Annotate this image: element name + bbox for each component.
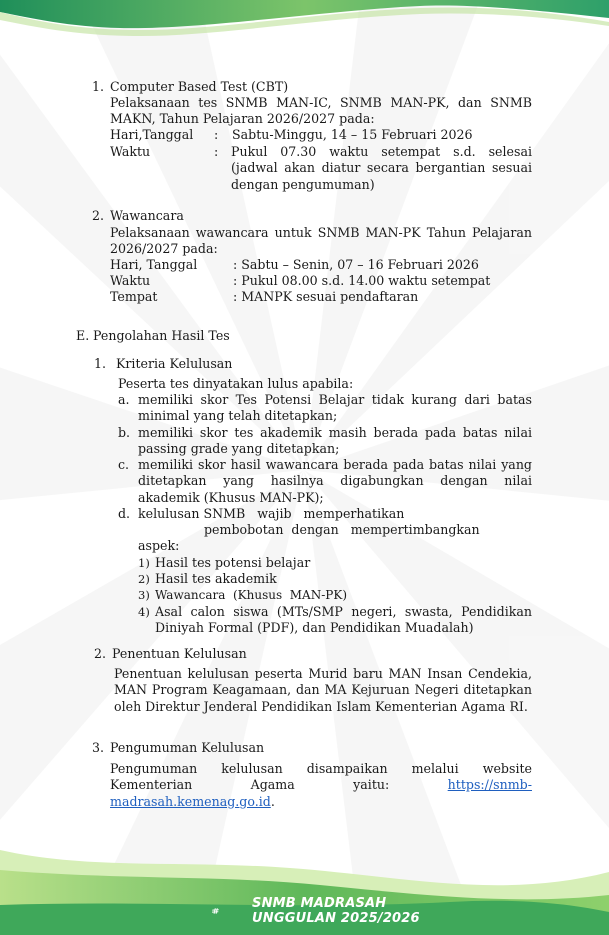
pengumuman-number: 3.	[92, 740, 105, 755]
top-wave-decoration	[0, 0, 609, 36]
cbt-number: 1.	[92, 79, 105, 94]
kriteria-d-line2: pembobotan dengan mempertimbangkan	[204, 522, 480, 537]
interview-intro: Pelaksanaan wawancara untuk SNMB MAN-PK Tahun Pelajaran 2026/2027 pada:	[110, 225, 532, 257]
kriteria-a-marker: a.	[118, 392, 130, 407]
cbt-day-colon: :	[214, 127, 219, 142]
cbt-day-value: Sabtu-Minggu, 14 – 15 Februari 2026	[232, 127, 473, 142]
interview-time-label: Waktu	[110, 273, 151, 288]
penentuan-number: 2.	[94, 646, 107, 661]
cbt-time-value: Pukul 07.30 waktu setempat s.d. selesai (jadwal akan diatur secara bergantian sesuai dengan pengumuman)	[231, 144, 532, 192]
pengumuman-title: Pengumuman Kelulusan	[110, 740, 265, 755]
interview-day-label: Hari, Tanggal	[110, 257, 198, 272]
pengumuman-body: Pengumuman kelulusan disampaikan melalui website Kementerian Agama yaitu:	[110, 761, 532, 793]
kriteria-b-marker: b.	[118, 425, 131, 440]
aspect-3-marker: 3)	[138, 588, 150, 602]
interview-number: 2.	[92, 208, 105, 223]
aspect-4-marker: 4)	[138, 605, 150, 619]
interview-place-label: Tempat	[110, 289, 158, 304]
penentuan-text: Penentuan kelulusan peserta Murid baru MAN Insan Cendekia, MAN Program Keagamaan, dan MA Kejuruan Negeri ditetapkan oleh Direktur Jenderal Pendidikan Islam Kementerian Agama RI.	[114, 666, 532, 714]
kriteria-intro: Peserta tes dinyatakan lulus apabila:	[118, 376, 354, 391]
interview-time-value: : Pukul 08.00 s.d. 14.00 waktu setempat	[233, 273, 491, 288]
kriteria-d-line3: aspek:	[138, 538, 180, 553]
aspect-3-text: Wawancara (Khusus MAN-PK)	[155, 588, 347, 602]
cbt-intro: Pelaksanaan tes SNMB MAN-IC, SNMB MAN-PK, dan SNMB MAKN, Tahun Pelajaran 2026/2027 pada:	[110, 95, 532, 127]
penentuan-title: Penentuan Kelulusan	[112, 646, 247, 661]
aspect-2-marker: 2)	[138, 572, 150, 586]
pengumuman-text	[110, 761, 532, 810]
cbt-time-label: Waktu	[110, 144, 151, 159]
aspect-1-text: Hasil tes potensi belajar	[155, 555, 311, 570]
kriteria-d-line1: kelulusan SNMB wajib memperhatikan	[138, 506, 405, 521]
cbt-time-colon: :	[214, 144, 219, 159]
kriteria-a-text: memiliki skor Tes Potensi Belajar tidak kurang dari batas minimal yang telah ditetapkan;	[138, 392, 532, 424]
pengumuman-end: .	[270, 793, 275, 809]
kriteria-b-text: memiliki skor tes akademik masih berada pada batas nilai passing grade yang ditetapkan;	[138, 425, 532, 457]
pengumuman-website-link[interactable]: https://snmb-madrasah.kemenag.go.id	[110, 777, 532, 809]
footer-line-1: SNMB MADRASAH	[252, 896, 387, 911]
kriteria-c-text: memiliki skor hasil wawancara berada pada batas nilai yang ditetapkan yang hasilnya digabungkan dengan nilai akademik (Khusus MAN-PK);	[138, 457, 532, 505]
interview-place-value: : MANPK sesuai pendaftaran	[233, 289, 419, 304]
kriteria-c-marker: c.	[118, 457, 130, 472]
cbt-day-label: Hari,Tanggal	[110, 127, 194, 142]
interview-title: Wawancara	[110, 208, 184, 223]
section-e-title: Pengolahan Hasil Tes	[93, 328, 230, 343]
kriteria-title: Kriteria Kelulusan	[116, 356, 233, 371]
footer-line-2: UNGGULAN 2025/2026	[252, 911, 420, 926]
cbt-title: Computer Based Test (CBT)	[110, 79, 289, 94]
interview-day-value: : Sabtu – Senin, 07 – 16 Februari 2026	[233, 257, 479, 272]
kriteria-number: 1.	[94, 356, 107, 371]
snmb-hashtag-icon	[212, 893, 252, 929]
kriteria-d-marker: d.	[118, 506, 131, 521]
aspect-4-text: Asal calon siswa (MTs/SMP negeri, swasta, Pendidikan Diniyah Formal (PDF), dan Pendidikan Muadalah)	[155, 604, 532, 636]
aspect-1-marker: 1)	[138, 556, 150, 570]
section-e-letter: E.	[76, 328, 90, 343]
aspect-2-text: Hasil tes akademik	[155, 571, 277, 586]
